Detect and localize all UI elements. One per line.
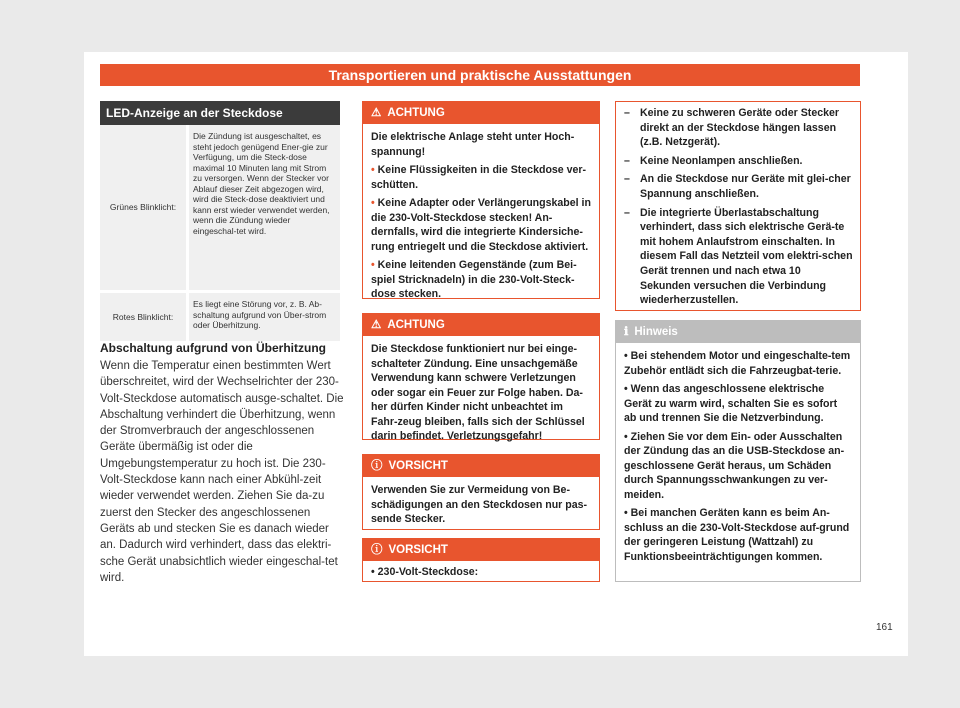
bullet-icon: • xyxy=(624,350,631,362)
bullet-icon: • xyxy=(624,507,631,519)
dash-list xyxy=(624,106,854,312)
dash-icon: – xyxy=(624,206,630,219)
warning-box-achtung-1 xyxy=(362,101,600,299)
warning-label: ACHTUNG xyxy=(387,319,445,331)
caution-body xyxy=(363,561,599,588)
table-row xyxy=(100,293,340,341)
caution-header xyxy=(363,539,599,561)
note-label: Hinweis xyxy=(634,326,678,338)
table-key: Rotes Blinklicht: xyxy=(112,311,174,322)
table-row xyxy=(100,125,340,290)
warning-intro: Die elektrische Anlage steht unter Hoch-spannung! xyxy=(371,131,575,158)
info-icon: ℹ xyxy=(624,326,629,338)
list-item: • Ziehen Sie vor dem Ein- oder Ausschalten der Zündung das an die USB-Steckdose an-geschlossene Gerät heraus, um Schäden durch Spannungsschwankungen zu ver-meiden. xyxy=(624,430,845,501)
warning-header xyxy=(363,314,599,336)
bullet-icon: • xyxy=(371,566,378,578)
warning-text: Die Steckdose funktioniert nur bei einge-schalteter Zündung. Eine unsachgemäße Verwendung kann schwere Verletzungen oder sogar ein Feuer zur Folge haben. Da-her dürfen Kinder nicht unbeachtet im Fahr-zeug bleiben, falls sich der Schlüssel darin befindet. Verletzungsgefahr! xyxy=(371,343,585,442)
list-item: • 230-Volt-Steckdose: xyxy=(371,566,479,578)
table-value: Es liegt eine Störung vor, z. B. Ab-schaltung aufgrund von Über-strom oder Überhitzung. xyxy=(186,293,340,341)
table-title: LED-Anzeige an der Steckdose xyxy=(100,101,340,125)
caution-header xyxy=(363,455,599,477)
caution-label: VORSICHT xyxy=(388,544,448,556)
section-title: Abschaltung aufgrund von Überhitzung xyxy=(100,341,326,355)
list-item: – Keine Neonlampen anschließen. xyxy=(624,154,803,167)
list-item: • Keine Adapter oder Verlängerungskabel in die 230-Volt-Steckdose stecken! An-dernfalls, wird die integrierte Kindersiche-rung entriegelt und die Steckdose aktiviert. xyxy=(371,197,591,253)
section-text: Wenn die Temperatur einen bestimmten Wert überschreitet, wird der Wechselrichter der 230-Volt-Steckdose automatisch ausge-schaltet. Die Abschaltung verhindert die Überhitzung, wenn der Stromverbrauch der angeschlossenen Geräte übermäßig ist oder die Umgebungstemperatur zu hoch ist. Die 230-Volt-Steckdose kann nach einer Abkühl-zeit wieder verwendet werden. Ziehen Sie da-zu zuerst den Stecker des angeschlossenen Geräts ab und stecken Sie es danach wieder an. Dadurch wird verhindert, dass das elektri-sche Gerät unabsichtlich wieder eingeschal-tet wird. xyxy=(100,360,344,584)
list-item: – Die integrierte Überlastabschaltung verhindert, dass sich elektrische Gerä-te mit hohem Anlaufstrom einschalten. In diesem Fall das Netzteil vom elektri-schen Gerät trennen und nach etwa 10 Sekunden versuchen die Verbindung wiederherzustellen. xyxy=(624,206,853,307)
list-item: • Keine leitenden Gegenstände (zum Bei-spiel Stricknadeln) in die 230-Volt-Steck-dose stecken. xyxy=(371,259,577,300)
list-item: • Wenn das angeschlossene elektrische Gerät zu warm wird, schalten Sie es sofort ab und trennen Sie die Netzverbindung. xyxy=(624,383,838,424)
caution-text: Verwenden Sie zur Vermeidung von Be-schädigungen an den Steckdosen nur pas-sende Stecker. xyxy=(371,484,588,525)
bullet-icon: • xyxy=(371,197,378,209)
page-number: 161 xyxy=(876,622,893,633)
list-item: – An die Steckdose nur Geräte mit glei-cher Spannung anschließen. xyxy=(624,173,851,200)
note-body xyxy=(616,343,860,574)
list-item: • Bei stehendem Motor und eingeschalte-tem Zubehör entlädt sich die Fahrzeugbat-terie. xyxy=(624,350,851,377)
bullet-icon: • xyxy=(624,383,631,395)
caution-circle-icon: ⓘ xyxy=(371,544,383,556)
note-box xyxy=(615,320,861,582)
caution-label: VORSICHT xyxy=(388,460,448,472)
warning-triangle-icon: ⚠ xyxy=(371,319,382,331)
list-item: – Keine zu schweren Geräte oder Stecker direkt an der Steckdose hängen lassen (z.B. Netzgerät). xyxy=(624,107,840,149)
warning-label: ACHTUNG xyxy=(387,107,445,119)
table-value: Die Zündung ist ausgeschaltet, es steht jedoch genügend Ener-gie zur Verfügung, um die Steck-dose maximal 10 Minuten lang mit Strom zu versorgen. Wenn der Stecker vor Ablauf dieser Zeit abgezogen wird, wird die Steck-dose deaktiviert und kann erst wieder verwendet werden, wenn die Zündung wieder eingeschal-tet wird. xyxy=(186,125,340,290)
dash-icon: – xyxy=(624,154,630,167)
page-header: Transportieren und praktische Ausstattungen xyxy=(100,64,860,86)
led-table xyxy=(100,125,340,344)
table-key: Grünes Blinklicht: xyxy=(109,202,177,213)
list-item: • Keine Flüssigkeiten in die Steckdose ver-schütten. xyxy=(371,164,587,191)
caution-circle-icon: ⓘ xyxy=(371,460,383,472)
warning-body xyxy=(363,124,599,312)
warning-header xyxy=(363,102,599,124)
bullet-icon: • xyxy=(371,164,378,176)
warning-box-achtung-2 xyxy=(362,313,600,440)
caution-box-1 xyxy=(362,454,600,530)
bullet-icon: • xyxy=(371,259,378,271)
dash-icon: – xyxy=(624,107,630,119)
list-item: • Bei manchen Geräten kann es beim An-schluss an die 230-Volt-Steckdose auf-grund der geringeren Leistung (Wattzahl) zu Funktionsbeeinträchtigungen kommen. xyxy=(624,507,850,563)
dash-icon: – xyxy=(624,173,630,186)
warning-triangle-icon: ⚠ xyxy=(371,107,382,119)
caution-body xyxy=(363,477,599,537)
caution-box-2 xyxy=(362,538,600,582)
note-header xyxy=(616,321,860,343)
warning-body xyxy=(363,336,599,454)
bullet-icon: • xyxy=(624,430,631,443)
